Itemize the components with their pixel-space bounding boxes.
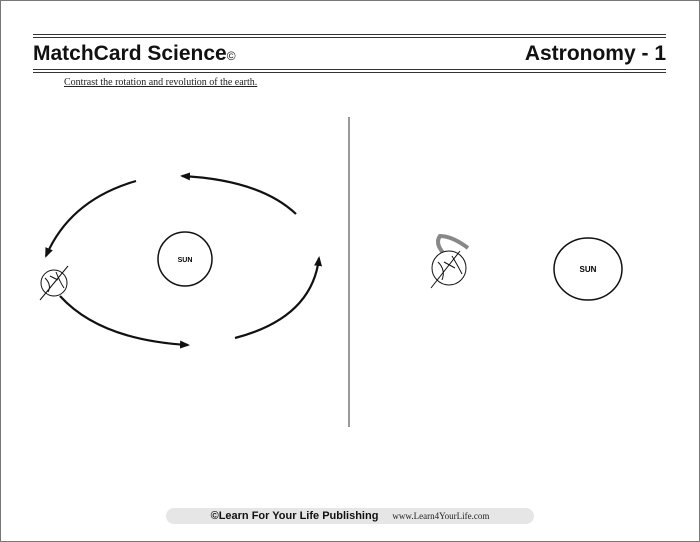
orbit-arrow xyxy=(60,296,188,345)
sun-label: SUN xyxy=(177,257,193,264)
orbit-arrow xyxy=(46,181,136,256)
orbit-arrow xyxy=(235,258,319,338)
copyright-symbol: © xyxy=(226,49,236,63)
earth-icon xyxy=(40,266,68,300)
sun-label: SUN xyxy=(579,265,597,274)
earth-icon xyxy=(431,251,466,288)
website-link[interactable]: www.Learn4YourLife.com xyxy=(392,511,490,521)
instruction-text: Contrast the rotation and revolution of the earth. xyxy=(64,77,258,88)
publisher-text: ©Learn For Your Life Publishing xyxy=(210,510,379,522)
title-text: MatchCard Science xyxy=(33,42,227,65)
footer-bar xyxy=(166,508,534,524)
orbit-arrow xyxy=(182,176,296,214)
topic-title: Astronomy - 1 xyxy=(524,42,666,65)
